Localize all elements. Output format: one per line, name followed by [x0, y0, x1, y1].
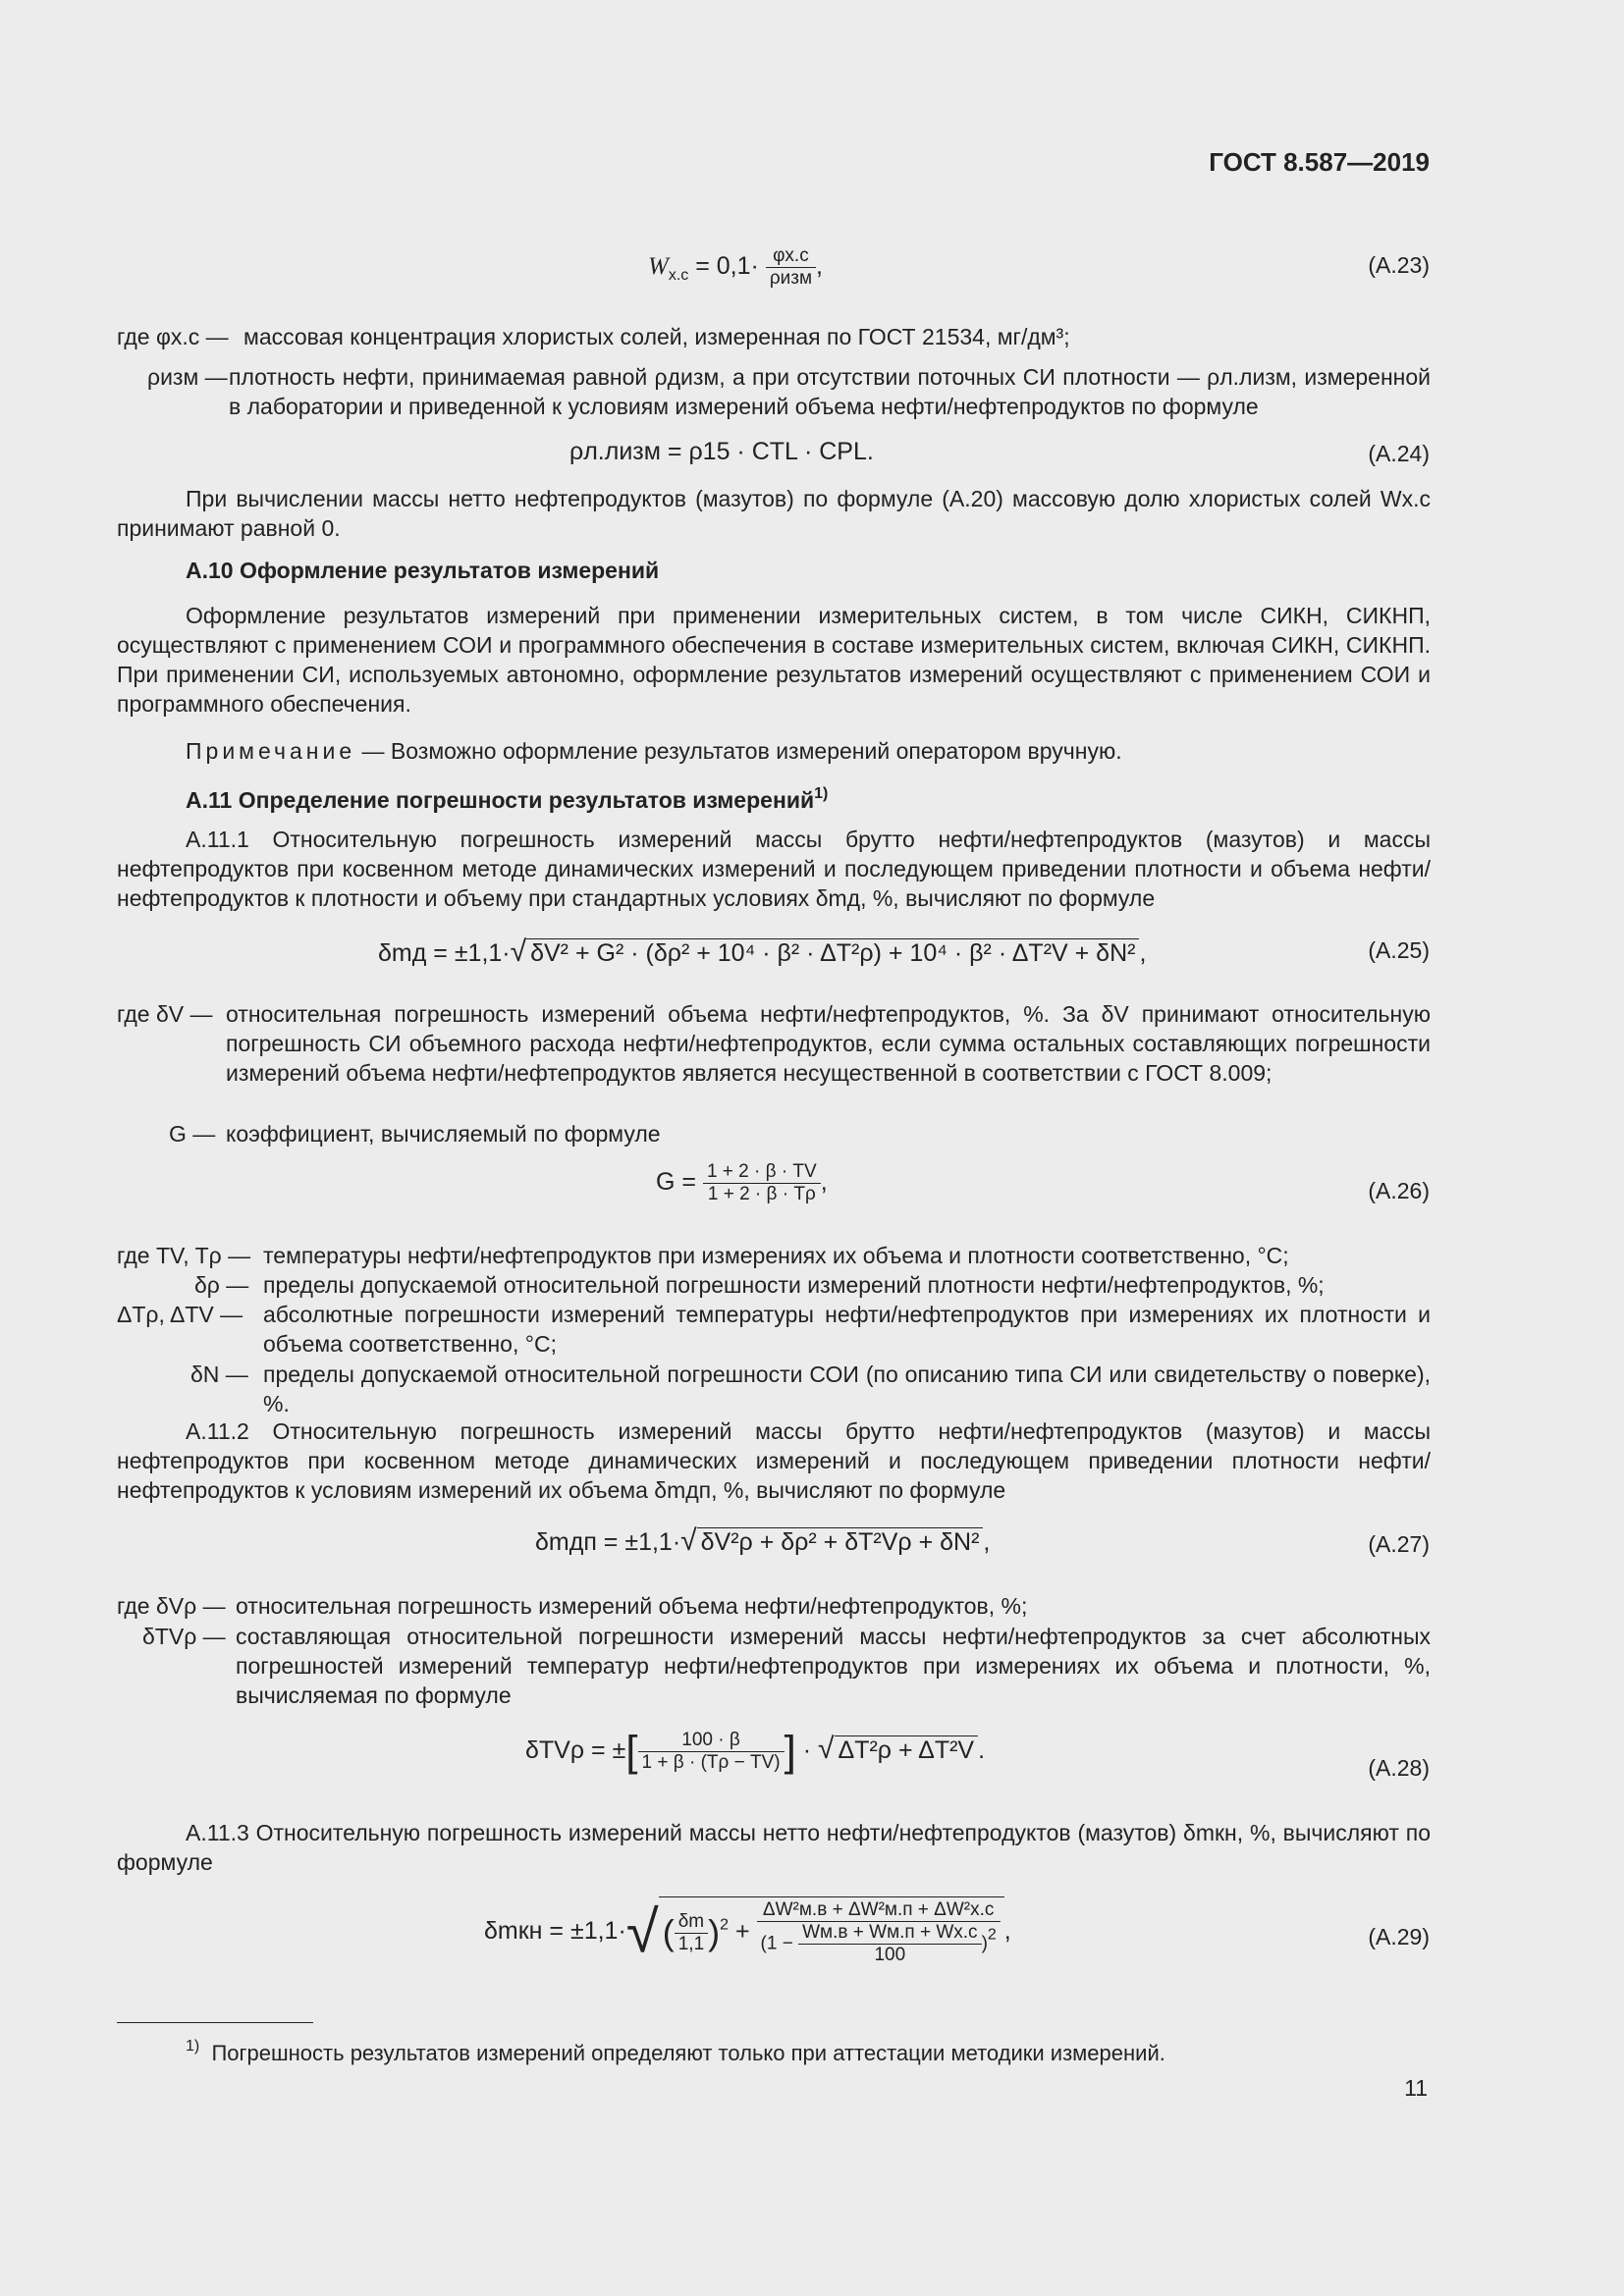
note	[186, 736, 1431, 766]
definition-text: пределы допускаемой относительной погрешности измерений плотности нефти/нефтепродуктов, %;	[263, 1272, 1325, 1298]
definition-text: относительная погрешность измерений объема нефти/нефтепродуктов, %. За δV принимают относительную погрешность СИ объемного расхода нефти/нефтепродуктов, если сумма остальных составляющих погрешности измерений объема нефти/нефтепродуктов является несущественной в соответствии с ГОСТ 8.009;	[226, 1001, 1431, 1086]
formula-a26	[656, 1161, 828, 1205]
definition-text: коэффициент, вычисляемый по формуле	[226, 1121, 661, 1147]
formula-text: ,	[1139, 939, 1147, 967]
radicand: δV²ρ + δρ² + δT²Vρ + δN²	[697, 1527, 984, 1556]
heading-text: А.11 Определение погрешности результатов измерений	[186, 787, 815, 813]
formula-fraction	[798, 1922, 981, 1966]
definition-term: где δV —	[117, 1001, 213, 1027]
formula-text: .	[978, 1736, 986, 1765]
fraction-numerator: ΔW²м.в + ΔW²м.п + ΔW²х.с	[757, 1899, 1001, 1922]
equation-number: (А.28)	[1368, 1755, 1430, 1781]
formula-text: ,	[816, 252, 823, 281]
definition-term: δρ —	[194, 1272, 249, 1298]
definition-text: плотность нефти, принимаемая равной ρдизм, а при отсутствии поточных СИ плотности — ρл.лизм, измеренной в лаборатории и приведенной к условиям измерений объема нефти/нефтепродуктов по формуле	[229, 364, 1431, 419]
fraction-numerator: φх.с	[766, 245, 816, 268]
radical-sign: √	[680, 1524, 697, 1557]
formula-a29	[484, 1896, 1011, 1968]
definition-term: где δVρ —	[117, 1593, 226, 1619]
paragraph: А.11.1 Относительную погрешность измерений массы брутто нефти/нефтепродуктов (мазутов) и массы нефтепродуктов при косвенном методе динамических измерений и последующем приведении плотности и объема нефти/нефтепродуктов к плотности и объему при стандартных условиях δmд, %, вычисляют по формуле	[117, 827, 1431, 911]
formula-a25	[378, 937, 1146, 968]
bracket-left: [	[625, 1727, 638, 1776]
definition-text: составляющая относительной погрешности измерений массы нефти/нефтепродуктов за счет абсолютных погрешностей измерений температур нефти/нефтепродуктов при измерениях их объема и плотности, %, вычисляемая по формуле	[236, 1624, 1431, 1708]
formula-fraction	[703, 1161, 821, 1205]
radicand: δV² + G² · (δρ² + 10⁴ · β² · ΔT²ρ) + 10⁴ · β² · ΔT²V + δN²	[526, 938, 1139, 967]
definition-term: ΔTρ, ΔTV —	[117, 1302, 244, 1327]
note-label: Примечание	[186, 738, 356, 764]
section-heading: А.10 Оформление результатов измерений	[186, 558, 660, 583]
paragraph: При вычислении массы нетто нефтепродуктов (мазутов) по формуле (А.20) массовую долю хлористых солей Wх.с принимают равной 0.	[117, 486, 1431, 541]
equation-number: (А.25)	[1368, 937, 1430, 963]
formula-fraction	[757, 1899, 1001, 1966]
definition-term: где φх.с —	[117, 324, 229, 349]
formula-fraction	[638, 1730, 785, 1774]
definition-term: ρизм —	[147, 364, 228, 390]
formula-text: = 0,1·	[688, 252, 759, 281]
formula-text: δTVρ = ±	[525, 1736, 626, 1765]
definition-text: относительная погрешность измерений объема нефти/нефтепродуктов, %;	[236, 1593, 1028, 1619]
formula-text: δmд = ±1,1·	[378, 939, 511, 967]
definition-term: δTVρ —	[142, 1624, 226, 1649]
paren-left: (	[662, 1912, 675, 1952]
formula-text: δmдп = ±1,1·	[535, 1528, 681, 1556]
radicand: ( $\frac{\delta m}{1,1}$ )$^2$ + ΔW²м.в + ΔW²м.п + ΔW²х.с (1 − $\frac{Wм.в + Wм.п + Wх.с}{100}$ )$^2$	[659, 1896, 1004, 1968]
formula-fraction	[675, 1911, 708, 1955]
formula-a28: δTVρ = ±[ $\frac{100 \cdot \beta}{1 + \beta \cdot (T\rho - TV)}$ ] · √ ΔT²ρ + ΔT²V .	[525, 1727, 986, 1776]
note-text: — Возможно оформление результатов измерений оператором вручную.	[355, 738, 1122, 764]
exponent: 2	[720, 1916, 730, 1934]
definition-term: δN —	[190, 1362, 248, 1387]
formula-text: δmкн = ±1,1·	[484, 1917, 626, 1946]
formula-sub: х.с	[668, 267, 689, 285]
footnote-mark: 1)	[186, 2038, 200, 2055]
formula-a23	[648, 245, 823, 291]
definition-term: где TV, Tρ —	[117, 1243, 251, 1268]
footnote-separator	[117, 2022, 313, 2023]
paragraph: Оформление результатов измерений при применении измерительных систем, в том числе СИКН, СИКНП, осуществляют с применением СОИ и программного обеспечения в составе измерительных систем, включая СИКН, СИКНП. При применении СИ, используемых автономно, оформление результатов измерений осуществляют с применением СОИ и программного обеспечения.	[117, 603, 1431, 717]
formula-text: ,	[983, 1528, 991, 1556]
footnote	[186, 2032, 1165, 2068]
fraction-numerator: 100 · β	[638, 1730, 785, 1752]
standard-header: ГОСТ 8.587—2019	[1209, 147, 1430, 177]
fraction-numerator: Wм.в + Wм.п + Wх.с	[798, 1922, 981, 1945]
page-number: 11	[1404, 2075, 1428, 2101]
radical-sign: √	[510, 935, 527, 968]
formula-text: ,	[820, 1168, 828, 1197]
footnote-text: Погрешность результатов измерений определяют только при аттестации методики измерений.	[211, 2041, 1165, 2065]
definition-text: массовая концентрация хлористых солей, измеренная по ГОСТ 21534, мг/дм³;	[244, 324, 1070, 349]
section-heading	[186, 779, 828, 815]
bracket-right: ]	[784, 1727, 796, 1776]
exponent: 2	[987, 1926, 997, 1944]
fraction-denominator: 1,1	[677, 1933, 705, 1954]
equation-number: (А.27)	[1368, 1531, 1430, 1557]
fraction-numerator: 1 + 2 · β · TV	[703, 1161, 821, 1184]
radical-sign: √	[625, 1898, 659, 1965]
footnote-reference: 1)	[814, 785, 829, 802]
definition-text: температуры нефти/нефтепродуктов при измерениях их объема и плотности соответственно, °С;	[263, 1243, 1289, 1268]
radicand: ΔT²ρ + ΔT²V	[835, 1735, 979, 1764]
formula-fraction	[766, 245, 816, 290]
paren-right: )	[708, 1912, 721, 1952]
fraction-denominator: 1 + β · (Tρ − TV)	[641, 1752, 781, 1773]
equation-number: (А.24)	[1368, 441, 1430, 466]
fraction-denominator: 1 + 2 · β · Tρ	[707, 1184, 816, 1204]
fraction-denominator: (1 − $\frac{Wм.в + Wм.п + Wх.с}{100}$ )$^2$	[760, 1922, 997, 1965]
equation-number: (А.29)	[1368, 1924, 1430, 1949]
fraction-denominator: 100	[874, 1945, 906, 1965]
equation-number: (А.23)	[1368, 252, 1430, 278]
fraction-numerator: δm	[675, 1911, 708, 1934]
formula-text: ,	[1003, 1917, 1011, 1946]
formula-a27	[535, 1526, 990, 1557]
definition-term: G —	[169, 1121, 216, 1147]
definition-text: пределы допускаемой относительной погрешности СОИ (по описанию типа СИ или свидетельству о поверке), %.	[263, 1362, 1431, 1416]
paragraph: А.11.2 Относительную погрешность измерений массы брутто нефти/нефтепродуктов (мазутов) и массы нефтепродуктов при косвенном методе динамических измерений и последующем приведении плотности нефти/нефтепродуктов к условиям измерений их объема δmдп, %, вычисляют по формуле	[117, 1418, 1431, 1503]
radical-sign: √	[818, 1733, 835, 1766]
definition-text: абсолютные погрешности измерений температуры нефти/нефтепродуктов при измерениях их плотности и объема соответственно, °С;	[263, 1302, 1431, 1357]
equation-number: (А.26)	[1368, 1178, 1430, 1203]
fraction-denominator: ρизм	[769, 268, 813, 289]
formula-a24: ρл.лизм = ρ15 · CTL · CPL.	[569, 438, 874, 465]
paragraph: А.11.3 Относительную погрешность измерений массы нетто нефти/нефтепродуктов (мазутов) δmкн, %, вычисляют по формуле	[117, 1820, 1431, 1875]
formula-text: G =	[656, 1168, 703, 1197]
formula-var: W	[648, 253, 669, 281]
